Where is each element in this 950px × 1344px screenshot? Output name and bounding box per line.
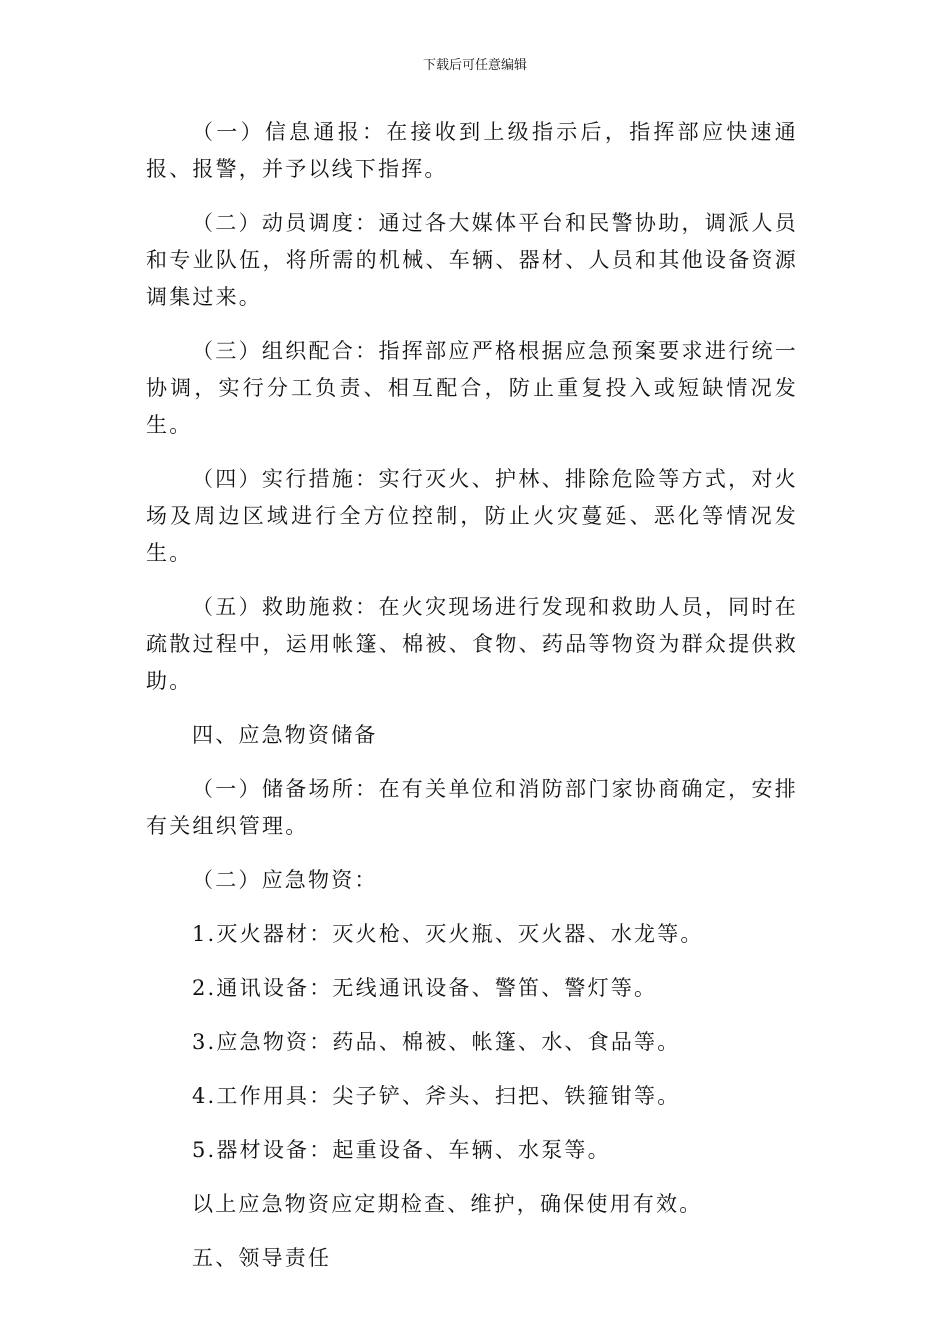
- paragraph-info-report: （一）信息通报：在接收到上级指示后，指挥部应快速通报、报警，并予以线下指挥。: [146, 120, 798, 181]
- paragraph-coordination: （三）组织配合：指挥部应严格根据应急预案要求进行统一协调，实行分工负责、相互配合，防止重复投入或短缺情况发生。: [146, 339, 798, 437]
- paragraph-measures: （四）实行措施：实行灭火、护林、排除危险等方式，对火场及周边区域进行全方位控制，防止火灾蔓延、恶化等情况发生。: [146, 467, 798, 565]
- section-heading-supplies: 四、应急物资储备: [192, 723, 378, 747]
- list-item-relief-supplies: 3.应急物资：药品、棉被、帐篷、水、食品等。: [192, 1030, 681, 1054]
- list-item-equipment: 5.器材设备：起重设备、车辆、水泵等。: [192, 1138, 611, 1162]
- page-header: 下载后可任意编辑: [422, 58, 527, 73]
- paragraph-storage-location: （一）储备场所：在有关单位和消防部门家协商确定，安排有关组织管理。: [146, 777, 798, 838]
- list-item-communication: 2.通讯设备：无线通讯设备、警笛、警灯等。: [192, 976, 658, 1000]
- document-body: [146, 114, 798, 1294]
- paragraph-mobilization: （二）动员调度：通过各大媒体平台和民警协助，调派人员和专业队伍，将所需的机械、车辆、器材、人员和其他设备资源调集过来。: [146, 211, 798, 309]
- section-heading-leadership: 五、领导责任: [192, 1246, 332, 1270]
- list-item-tools: 4.工作用具：尖子铲、斧头、扫把、铁箍钳等。: [192, 1084, 681, 1108]
- paragraph-emergency-supplies: （二）应急物资：: [192, 868, 378, 892]
- paragraph-rescue: （五）救助施救：在火灾现场进行发现和救助人员，同时在疏散过程中，运用帐篷、棉被、食物、药品等物资为群众提供救助。: [146, 595, 798, 693]
- paragraph-maintenance: 以上应急物资应定期检查、维护，确保使用有效。: [192, 1192, 703, 1216]
- list-item-fire-equipment: 1.灭火器材：灭火枪、灭火瓶、灭火器、水龙等。: [192, 922, 704, 946]
